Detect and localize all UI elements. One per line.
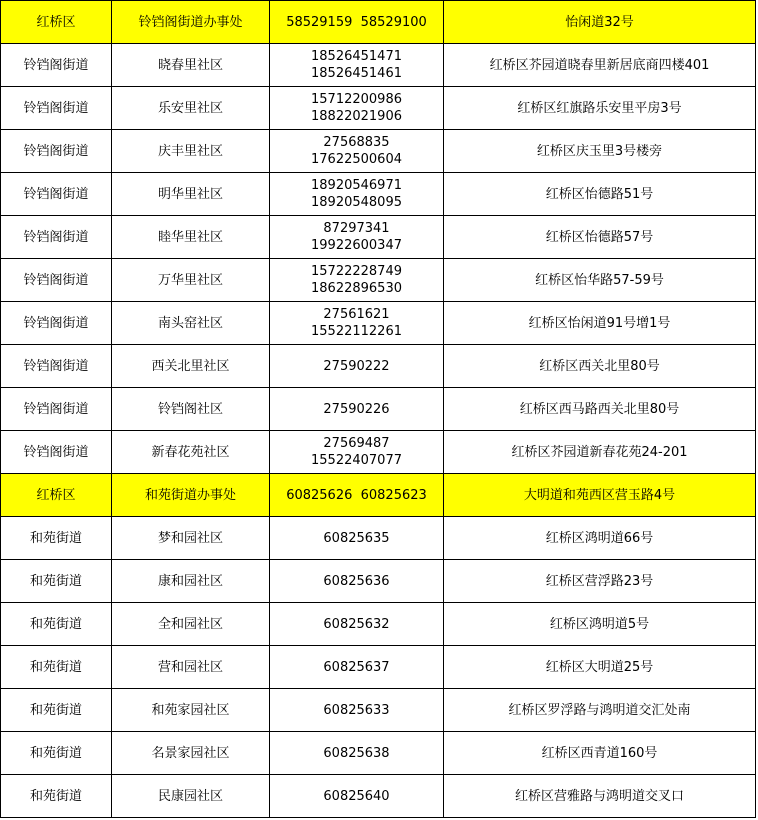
phone-number: 15722228749 (311, 264, 402, 279)
phone-number: 15522112261 (311, 324, 402, 339)
address-cell: 红桥区鸿明道66号 (444, 517, 756, 560)
phone-number: 18622896530 (311, 281, 402, 296)
street-cell: 铃铛阁街道 (1, 87, 112, 130)
street-cell: 和苑街道 (1, 775, 112, 818)
phone-number: 17622500604 (311, 152, 402, 167)
street-cell: 和苑街道 (1, 732, 112, 775)
table-row (1, 130, 756, 173)
phone-cell (270, 560, 444, 603)
table-row (1, 173, 756, 216)
street-cell: 铃铛阁街道 (1, 216, 112, 259)
header-address: 怡闲道32号 (444, 1, 756, 44)
phone-cell (270, 431, 444, 474)
phone-cell (270, 259, 444, 302)
phone-number: 60825636 (323, 573, 390, 589)
phone-number: 27568835 (323, 135, 390, 150)
address-cell: 红桥区西关北里80号 (444, 345, 756, 388)
table-row (1, 259, 756, 302)
table-row (1, 689, 756, 732)
phone-number: 87297341 (323, 221, 390, 236)
community-cell: 和苑家园社区 (112, 689, 270, 732)
phone-number: 60825640 (323, 788, 390, 804)
community-cell: 全和园社区 (112, 603, 270, 646)
address-cell: 红桥区红旗路乐安里平房3号 (444, 87, 756, 130)
header-office: 铃铛阁街道办事处 (112, 1, 270, 44)
phone-number: 18526451471 (311, 49, 402, 64)
address-cell: 红桥区庆玉里3号楼旁 (444, 130, 756, 173)
phone-number: 27590226 (323, 401, 390, 417)
community-cell: 梦和园社区 (112, 517, 270, 560)
community-cell: 庆丰里社区 (112, 130, 270, 173)
address-cell: 红桥区罗浮路与鸿明道交汇处南 (444, 689, 756, 732)
phone-number: 18920548095 (311, 195, 402, 210)
community-cell: 名景家园社区 (112, 732, 270, 775)
header-phone: 60825626 60825623 (270, 474, 444, 517)
header-office: 和苑街道办事处 (112, 474, 270, 517)
community-cell: 晓春里社区 (112, 44, 270, 87)
community-cell: 民康园社区 (112, 775, 270, 818)
community-cell: 西关北里社区 (112, 345, 270, 388)
phone-number: 18526451461 (311, 66, 402, 81)
table-row (1, 345, 756, 388)
street-cell: 和苑街道 (1, 517, 112, 560)
phone-cell (270, 345, 444, 388)
table-body (1, 1, 756, 818)
street-cell: 铃铛阁街道 (1, 345, 112, 388)
phone-cell (270, 302, 444, 345)
street-cell: 铃铛阁街道 (1, 259, 112, 302)
table-row (1, 646, 756, 689)
header-district: 红桥区 (1, 474, 112, 517)
community-cell: 康和园社区 (112, 560, 270, 603)
phone-cell (270, 130, 444, 173)
address-cell: 红桥区怡华路57-59号 (444, 259, 756, 302)
community-cell: 南头窑社区 (112, 302, 270, 345)
street-cell: 和苑街道 (1, 646, 112, 689)
phone-number: 18822021906 (311, 109, 402, 124)
street-cell: 铃铛阁街道 (1, 173, 112, 216)
street-cell: 铃铛阁街道 (1, 44, 112, 87)
phone-number: 60825635 (323, 530, 390, 546)
address-cell: 红桥区西青道160号 (444, 732, 756, 775)
header-address: 大明道和苑西区营玉路4号 (444, 474, 756, 517)
header-phone: 58529159 58529100 (270, 1, 444, 44)
community-cell: 明华里社区 (112, 173, 270, 216)
phone-number: 15712200986 (311, 92, 402, 107)
header-district: 红桥区 (1, 1, 112, 44)
phone-number: 27561621 (323, 307, 390, 322)
phone-cell (270, 44, 444, 87)
phone-cell (270, 87, 444, 130)
table-row (1, 388, 756, 431)
phone-number: 60825633 (323, 702, 390, 718)
phone-number: 27590222 (323, 358, 390, 374)
phone-number: 15522407077 (311, 453, 402, 468)
street-cell: 铃铛阁街道 (1, 302, 112, 345)
table-row (1, 44, 756, 87)
table-row (1, 517, 756, 560)
phone-number: 60825637 (323, 659, 390, 675)
phone-cell (270, 646, 444, 689)
phone-number: 27569487 (323, 436, 390, 451)
address-cell: 红桥区怡闲道91号增1号 (444, 302, 756, 345)
community-cell: 新春花苑社区 (112, 431, 270, 474)
address-cell: 红桥区芥园道晓春里新居底商四楼401 (444, 44, 756, 87)
table-row (1, 87, 756, 130)
street-cell: 和苑街道 (1, 560, 112, 603)
section-header-row (1, 1, 756, 44)
address-cell: 红桥区营浮路23号 (444, 560, 756, 603)
community-cell: 万华里社区 (112, 259, 270, 302)
table-row (1, 560, 756, 603)
phone-cell (270, 216, 444, 259)
address-cell: 红桥区怡德路51号 (444, 173, 756, 216)
phone-number: 19922600347 (311, 238, 402, 253)
section-header-row (1, 474, 756, 517)
table-row (1, 216, 756, 259)
phone-cell (270, 689, 444, 732)
street-cell: 铃铛阁街道 (1, 130, 112, 173)
address-cell: 红桥区西马路西关北里80号 (444, 388, 756, 431)
street-cell: 铃铛阁街道 (1, 388, 112, 431)
phone-cell (270, 775, 444, 818)
phone-number: 18920546971 (311, 178, 402, 193)
street-cell: 和苑街道 (1, 603, 112, 646)
address-cell: 红桥区大明道25号 (444, 646, 756, 689)
address-cell: 红桥区怡德路57号 (444, 216, 756, 259)
table-row (1, 732, 756, 775)
address-cell: 红桥区鸿明道5号 (444, 603, 756, 646)
phone-cell (270, 388, 444, 431)
phone-cell (270, 173, 444, 216)
phone-number: 60825638 (323, 745, 390, 761)
community-cell: 乐安里社区 (112, 87, 270, 130)
phone-number: 60825632 (323, 616, 390, 632)
table-row (1, 302, 756, 345)
address-cell: 红桥区芥园道新春花苑24-201 (444, 431, 756, 474)
community-cell: 铃铛阁社区 (112, 388, 270, 431)
community-cell: 营和园社区 (112, 646, 270, 689)
community-cell: 睦华里社区 (112, 216, 270, 259)
street-cell: 铃铛阁街道 (1, 431, 112, 474)
table-row (1, 431, 756, 474)
phone-cell (270, 732, 444, 775)
table-row (1, 603, 756, 646)
phone-cell (270, 603, 444, 646)
address-cell: 红桥区营雅路与鸿明道交叉口 (444, 775, 756, 818)
street-cell: 和苑街道 (1, 689, 112, 732)
table-row (1, 775, 756, 818)
phone-cell (270, 517, 444, 560)
